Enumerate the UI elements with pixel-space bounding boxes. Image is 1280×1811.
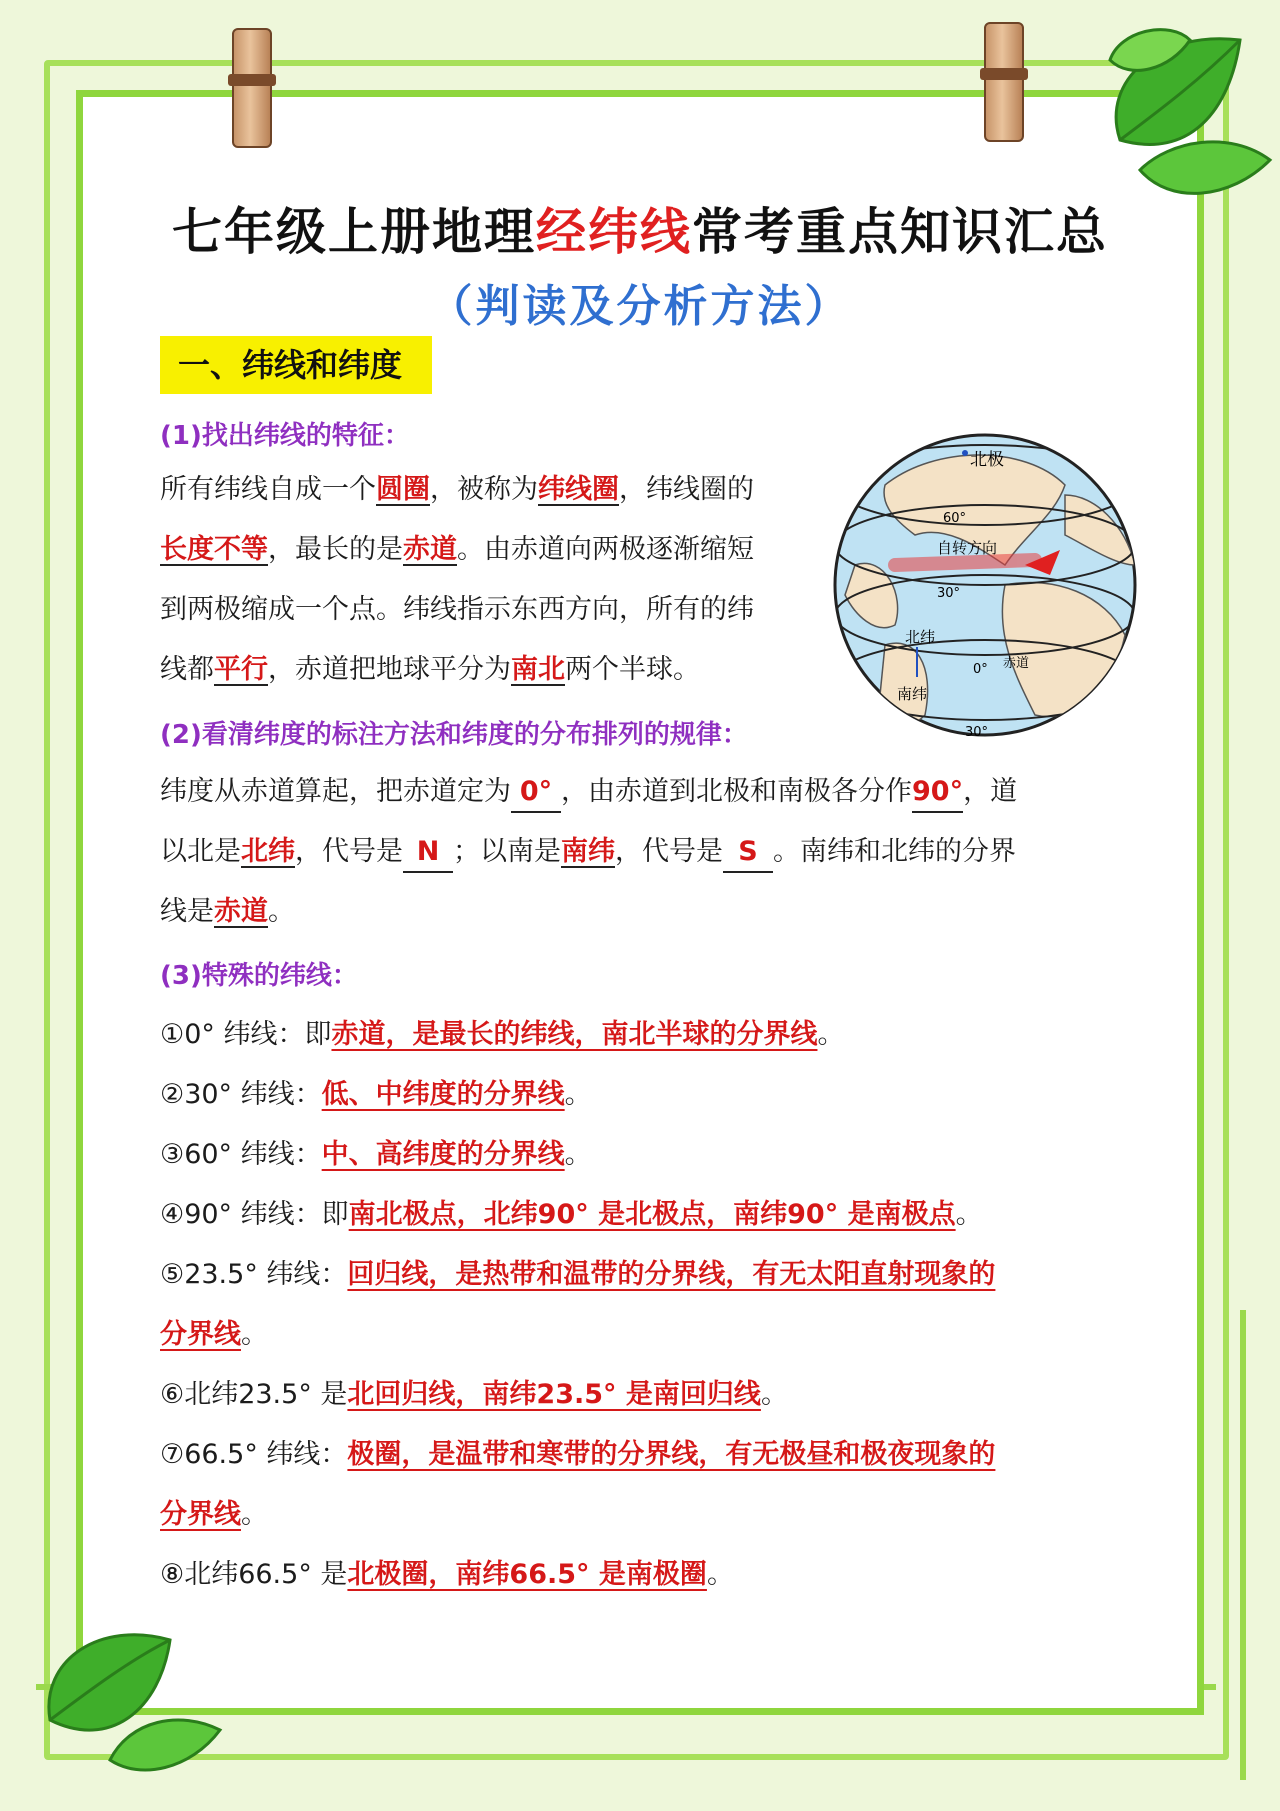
binder-clip-icon <box>228 28 276 148</box>
label-equator: 赤道 <box>1003 656 1030 671</box>
section-heading: 一、纬线和纬度 <box>160 336 432 394</box>
page-title: 七年级上册地理经纬线常考重点知识汇总 <box>172 203 1108 261</box>
paragraph-latitude-rules: 纬度从赤道算起，把赤道定为 0° ，由赤道到北极和南极各分作90°，道 以北是北纬，代号是 N ；以南是南纬，代号是 S 。南纬和北纬的分界 线是赤道。 <box>160 762 1017 942</box>
list-item: ⑧北纬66.5° 是北极圈，南纬66.5° 是南极圈。 <box>160 1559 734 1590</box>
binder-clip-icon <box>980 22 1028 142</box>
label-lat-0: 0° <box>973 662 988 677</box>
list-item: ⑥北纬23.5° 是北回归线，南纬23.5° 是南回归线。 <box>160 1379 788 1410</box>
label-lat-60: 60° <box>943 511 967 526</box>
list-item: ②30° 纬线：低、中纬度的分界线。 <box>160 1079 592 1110</box>
leaf-decoration-icon <box>1080 20 1280 210</box>
list-item: ⑤23.5° 纬线：回归线，是热带和温带的分界线，有无太阳直射现象的 <box>160 1259 996 1290</box>
subheading-1: (1)找出纬线的特征： <box>160 421 410 451</box>
label-north-pole: 北极 <box>970 450 1004 470</box>
label-south-lat: 南纬 <box>897 685 928 703</box>
list-item: ④90° 纬线：即南北极点，北纬90° 是北极点，南纬90° 是南极点。 <box>160 1199 983 1230</box>
list-item: ①0° 纬线：即赤道，是最长的纬线，南北半球的分界线。 <box>160 1019 845 1050</box>
subheading-3: (3)特殊的纬线： <box>160 961 358 991</box>
list-item: ③60° 纬线：中、高纬度的分界线。 <box>160 1139 592 1170</box>
globe-latitude-diagram <box>825 425 1145 745</box>
label-north-lat: 北纬 <box>905 628 936 646</box>
frame-accent-line <box>1240 1310 1246 1780</box>
label-rotation: 自转方向 <box>937 539 998 557</box>
leaf-decoration-icon <box>30 1600 230 1780</box>
list-item: 分界线。 <box>160 1499 268 1530</box>
paragraph-features: 所有纬线自成一个圆圈，被称为纬线圈，纬线圈的 长度不等，最长的是赤道。由赤道向两极逐渐缩短 到两极缩成一个点。纬线指示东西方向，所有的纬 线都平行，赤道把地球平分为南北两个半球。 <box>160 474 754 685</box>
list-item: ⑦66.5° 纬线：极圈，是温带和寒带的分界线，有无极昼和极夜现象的 <box>160 1439 996 1470</box>
label-lat-30s: 30° <box>965 725 989 740</box>
page-subtitle: （判读及分析方法） <box>428 281 852 332</box>
subheading-2: (2)看清纬度的标注方法和纬度的分布排列的规律： <box>160 720 748 750</box>
list-item: 分界线。 <box>160 1319 268 1350</box>
label-lat-30n: 30° <box>937 586 961 601</box>
